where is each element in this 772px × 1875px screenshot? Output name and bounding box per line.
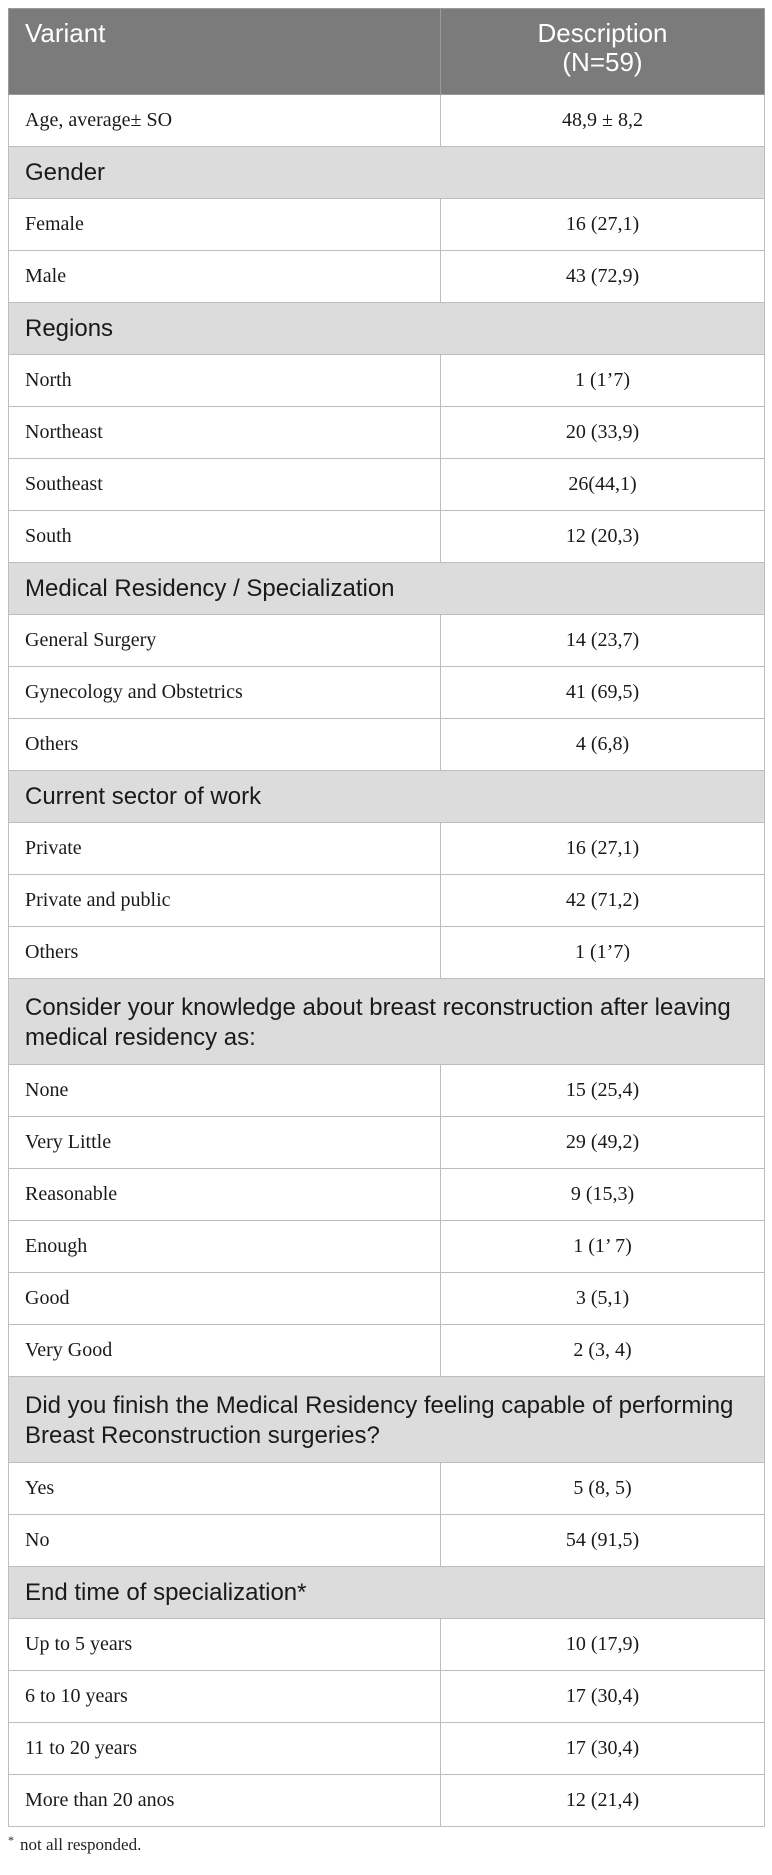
- table-row: [9, 719, 765, 771]
- table-row: [9, 615, 765, 667]
- footnote-marker: *: [8, 1833, 14, 1847]
- table-row: [9, 1515, 765, 1567]
- row-label: Up to 5 years: [9, 1619, 441, 1671]
- section-label: Consider your knowledge about breast reconstruction after leaving medical residency as:: [9, 979, 765, 1065]
- demographics-table: [8, 8, 765, 1827]
- row-value: 20 (33,9): [441, 407, 765, 459]
- row-label: Age, average± SO: [9, 95, 441, 147]
- table-container: [8, 8, 764, 1855]
- section-label: Gender: [9, 147, 765, 199]
- table-row: [9, 1273, 765, 1325]
- header-description-text: Description (N=59): [537, 18, 668, 77]
- row-label: Private: [9, 823, 441, 875]
- row-value: 1 (1’ 7): [441, 1221, 765, 1273]
- table-row: [9, 1671, 765, 1723]
- footnote: [8, 1835, 764, 1855]
- row-value: 9 (15,3): [441, 1169, 765, 1221]
- section-row: [9, 147, 765, 199]
- section-row: [9, 1377, 765, 1463]
- section-label: Did you finish the Medical Residency feeling capable of performing Breast Reconstruction surgeries?: [9, 1377, 765, 1463]
- row-label: 6 to 10 years: [9, 1671, 441, 1723]
- table-row: [9, 1619, 765, 1671]
- row-value: 16 (27,1): [441, 823, 765, 875]
- row-value: 3 (5,1): [441, 1273, 765, 1325]
- section-label: Current sector of work: [9, 771, 765, 823]
- row-label: 11 to 20 years: [9, 1723, 441, 1775]
- row-value: 12 (21,4): [441, 1775, 765, 1827]
- row-value: 17 (30,4): [441, 1723, 765, 1775]
- row-value: 48,9 ± 8,2: [441, 95, 765, 147]
- row-value: 4 (6,8): [441, 719, 765, 771]
- table-row: [9, 667, 765, 719]
- row-value: 14 (23,7): [441, 615, 765, 667]
- table-header-row: [9, 9, 765, 95]
- row-value: 41 (69,5): [441, 667, 765, 719]
- header-variant: Variant: [9, 9, 441, 95]
- row-label: Female: [9, 199, 441, 251]
- row-value: 15 (25,4): [441, 1065, 765, 1117]
- row-value: 16 (27,1): [441, 199, 765, 251]
- table-row: [9, 1775, 765, 1827]
- table-row: [9, 459, 765, 511]
- row-value: 54 (91,5): [441, 1515, 765, 1567]
- row-value: 10 (17,9): [441, 1619, 765, 1671]
- row-label: Enough: [9, 1221, 441, 1273]
- row-label: South: [9, 511, 441, 563]
- row-value: 17 (30,4): [441, 1671, 765, 1723]
- row-value: 12 (20,3): [441, 511, 765, 563]
- row-label: Male: [9, 251, 441, 303]
- table-row: [9, 199, 765, 251]
- table-row: [9, 407, 765, 459]
- row-label: Good: [9, 1273, 441, 1325]
- table-row: [9, 1117, 765, 1169]
- table-row: [9, 875, 765, 927]
- row-label: Private and public: [9, 875, 441, 927]
- row-value: 2 (3, 4): [441, 1325, 765, 1377]
- header-description: [441, 9, 765, 95]
- table-row: [9, 1221, 765, 1273]
- row-label: Others: [9, 927, 441, 979]
- section-row: [9, 303, 765, 355]
- section-label: Regions: [9, 303, 765, 355]
- table-row: [9, 1065, 765, 1117]
- row-label: Gynecology and Obstetrics: [9, 667, 441, 719]
- footnote-text: not all responded.: [20, 1835, 142, 1854]
- table-row: [9, 355, 765, 407]
- table-row: [9, 1723, 765, 1775]
- section-row: [9, 979, 765, 1065]
- row-value: 5 (8, 5): [441, 1463, 765, 1515]
- row-label: Northeast: [9, 407, 441, 459]
- row-value: 43 (72,9): [441, 251, 765, 303]
- section-row: [9, 771, 765, 823]
- section-row: [9, 1567, 765, 1619]
- table-row: [9, 1169, 765, 1221]
- table-row: [9, 1463, 765, 1515]
- row-value: 1 (1’7): [441, 355, 765, 407]
- section-row: [9, 563, 765, 615]
- row-label: Very Good: [9, 1325, 441, 1377]
- row-label: North: [9, 355, 441, 407]
- row-value: 26(44,1): [441, 459, 765, 511]
- table-row: [9, 511, 765, 563]
- row-label: Southeast: [9, 459, 441, 511]
- row-label: Very Little: [9, 1117, 441, 1169]
- row-label: General Surgery: [9, 615, 441, 667]
- row-value: 1 (1’7): [441, 927, 765, 979]
- row-label: No: [9, 1515, 441, 1567]
- row-value: 29 (49,2): [441, 1117, 765, 1169]
- section-label: End time of specialization*: [9, 1567, 765, 1619]
- row-value: 42 (71,2): [441, 875, 765, 927]
- table-row: [9, 823, 765, 875]
- row-label: Yes: [9, 1463, 441, 1515]
- table-body: [9, 95, 765, 1827]
- row-label: More than 20 anos: [9, 1775, 441, 1827]
- section-label: Medical Residency / Specialization: [9, 563, 765, 615]
- row-label: None: [9, 1065, 441, 1117]
- row-label: Reasonable: [9, 1169, 441, 1221]
- table-row: [9, 927, 765, 979]
- table-row: [9, 95, 765, 147]
- table-row: [9, 1325, 765, 1377]
- table-row: [9, 251, 765, 303]
- row-label: Others: [9, 719, 441, 771]
